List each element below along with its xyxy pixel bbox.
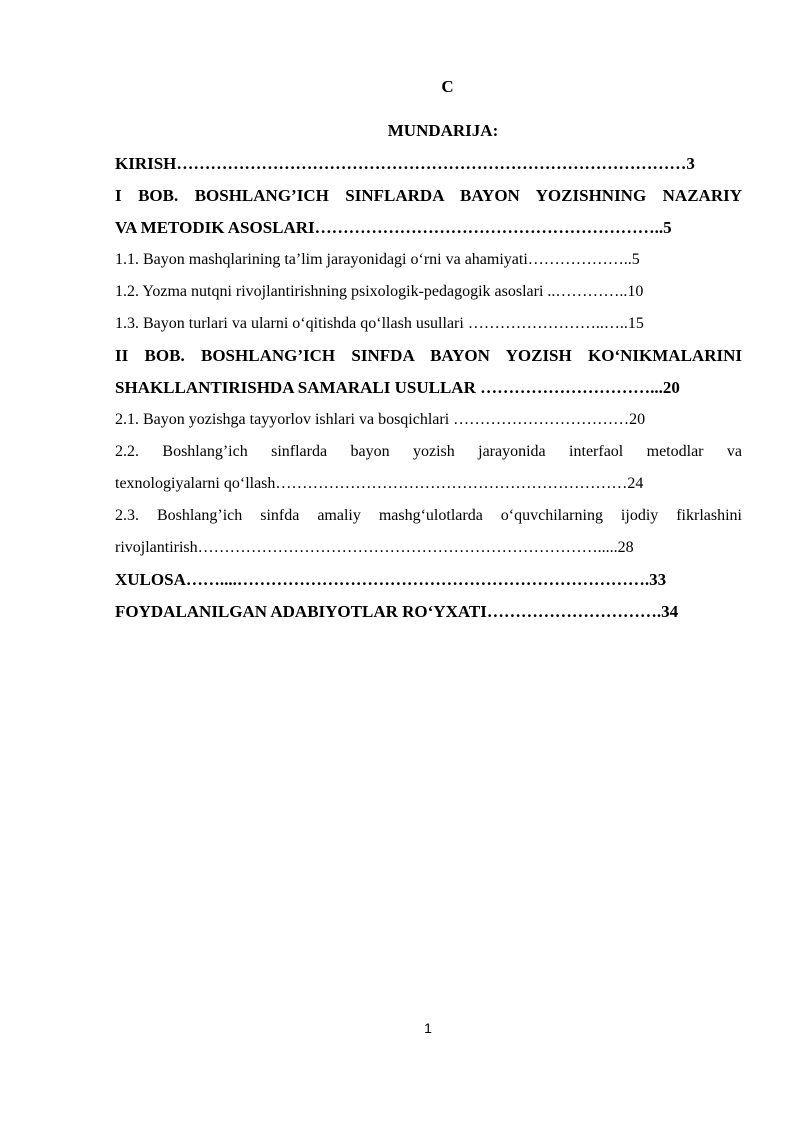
table-of-contents	[115, 150, 742, 630]
toc-section-1-1: 1.1. Bayon mashqlarining ta’lim jarayonidagi o‘rni va ahamiyati………………..5	[115, 251, 640, 268]
toc-chapter-1-line-1: I BOB. BOSHLANG’ICH SINFLARDA BAYON YOZISHNING NAZARIY	[115, 186, 742, 205]
toc-chapter-2-line-2: SHAKLLANTIRISHDA SAMARALI USULLAR …………………………...20	[115, 378, 680, 397]
toc-section-1-2: 1.2. Yozma nutqni rivojlantirishning psixologik-pedagogik asoslari ..…………..10	[115, 283, 644, 300]
toc-section-2-3-line-2: rivojlantirish………………………………………………………………….....28	[115, 539, 634, 556]
page-title: MUNDARIJA:	[387, 121, 499, 140]
toc-chapter-2-line-1: II BOB. BOSHLANG’ICH SINFDA BAYON YOZISH KO‘NIKMALARINI	[115, 346, 742, 365]
toc-entry-kirish: KIRISH………………………………………………………………………………3	[115, 154, 695, 173]
toc-chapter-1-line-2: VA METODIK ASOSLARI……………………………………………………..5	[115, 218, 672, 237]
toc-entry-xulosa: XULOSA……....……………………………………………………………….33	[115, 570, 667, 589]
page-number: 1	[424, 1020, 432, 1036]
toc-section-2-2-line-1: 2.2. Boshlang’ich sinflarda bayon yozish jarayonida interfaol metodlar va	[115, 443, 742, 460]
toc-section-2-2-line-2: texnologiyalarni qo‘llash…………………………………………………………24	[115, 475, 644, 492]
toc-section-2-1: 2.1. Bayon yozishga tayyorlov ishlari va bosqichlari ……………………………20	[115, 411, 646, 428]
top-letter: C	[441, 77, 454, 96]
toc-section-1-3: 1.3. Bayon turlari va ularni o‘qitishda qo‘llash usullari ……………………..…..15	[115, 315, 644, 332]
toc-entry-adabiyotlar: FOYDALANILGAN ADABIYOTLAR RO‘YXATI………………………….34	[115, 602, 679, 621]
toc-section-2-3-line-1: 2.3. Boshlang’ich sinfda amaliy mashg‘ulotlarda o‘quvchilarning ijodiy fikrlashini	[115, 507, 742, 524]
